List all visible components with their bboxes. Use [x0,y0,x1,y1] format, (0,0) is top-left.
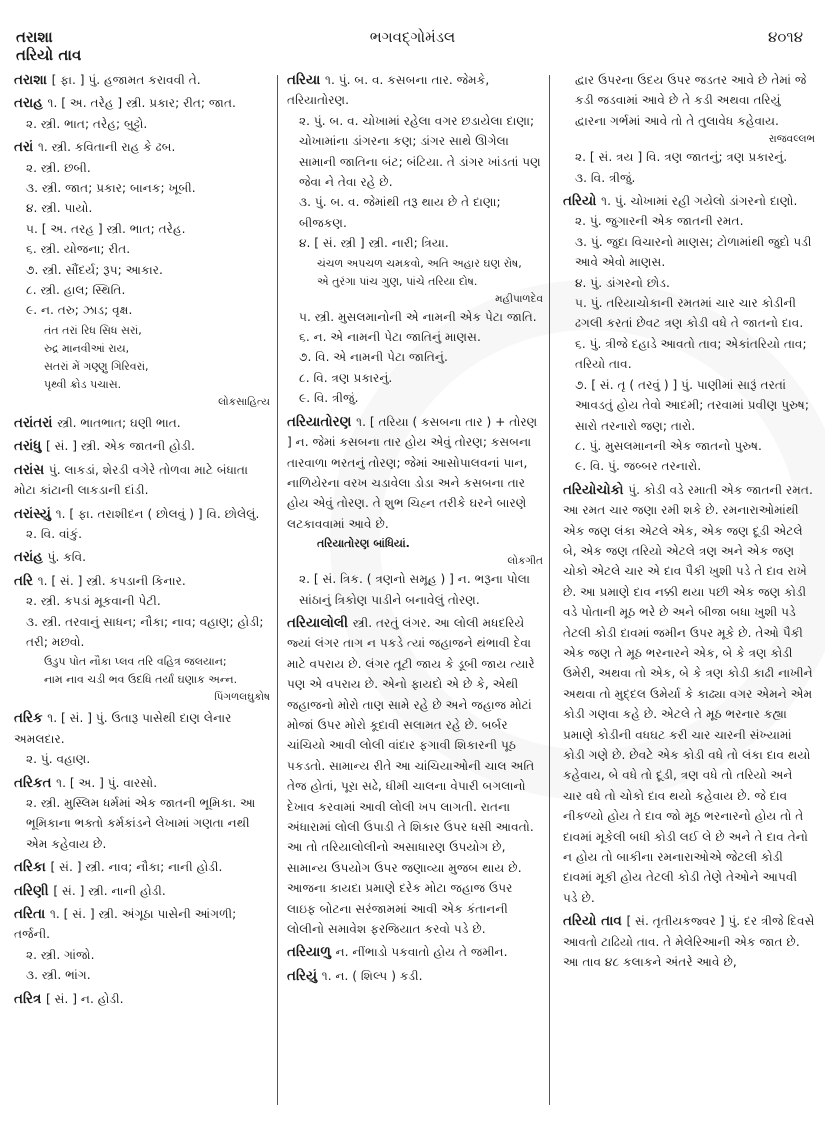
definition-line: તરિકત ૧. [ અ. ] પું. વારસો. [14,774,158,791]
definition-line: તરિયાલોલી સ્ત્રી. તરતું લંગર. આ લોલી મધદરિયે જ્યાં લંગર તાગ ન પકડે ત્યાં જહાજને થંભાવી દેવા માટે વપરાય છે. લંગર તૂટી જાય કે ડૂબી જાય ત્યારે પણ એ વપરાય છે. એનો ફાયદો એ છે કે, એથી જહાજનો મોરો તાણ સામે રહે છે અને જહાજ મોટાં મોજાં ઉપર મોરો કૂદાવી સલામત રહે છે. બર્બર ચાંચિયો આવી લોલી વાંદાર ફગાવી શિકારની પૂઠ પકડતો. સામાન્ય રીતે આ ચાંચિયાઓની ચાલ અતિ તેજ હોતાં, પૂરા સઢે, ધીમી ચાલના વેપારી બગલાનો દેખાવ કરવામાં આવી લોલી ખપ લાગતી. રાતના અંધારામાં લોલી ઉપાડી તે શિકાર ઉપર ધસી આવતો. આ તો તરિયાલોલીનો અસાધારણ ઉપયોગ છે, સામાન્ય ઉપયોગ ઉપર જણાવ્યા મુજબ થાય છે. આજના કાયદા પ્રમાણે દરેક મોટા જહાજ ઉપર લાઇફ બોટના સરંજામમાં આવી એક કંતાનની લોલીનો સમાવેશ ફરજિયાત કરવો પડે છે. [287,614,535,937]
dictionary-entry [14,708,270,769]
page-number: ૪૦૧૪ [768,28,803,46]
headword: તરિયાલોલી [287,614,353,631]
headword: તરિકા [14,859,51,876]
definition-line: ૮. સ્ત્રી. હાલ; સ્થિતિ. [26,283,126,298]
definition-line: ૨. સ્ત્રી. મુસ્લિમ ધર્મમાં એક જાતની ભૂમિકા. આ ભૂમિકાના ભક્તો કર્મકાંડને લેખામાં ગણતા નથી એમ કહેવાય છે. [26,795,256,851]
dictionary-entry [14,904,270,986]
definition-line: તરાં ૧. સ્ત્રી. કવિતાની રાહ કે ઢબ. [14,139,176,156]
column-divider [549,75,550,1105]
dictionary-entry [14,773,270,855]
headword: તરિયો [563,193,602,210]
dictionary-entry [14,857,270,877]
quotation-source: મહીપાળદેવ [495,292,543,305]
definition-line: તરિયોચોકો પું. કોડી વડે રમાતી એક જાતની રમત. આ રમત ચાર જણા રમી શકે છે. રમનારાઓમાંથી એક જણ લંકા એટલે એક, એક જણ દૂડી એટલે બે, એક જણ તરિયો એટલે ત્રણ અને એક જણ ચોકો એટલે ચાર એ દાવ પૈકી ખુશી પડે તે દાવ રાખે છે. આ પ્રમાણે દાવ નક્કી થયા પછી એક જણ કોડી વડે પોતાની મૂઠ ભરે છે અને બીજા બધા ખુશી પડે તેટલી કોડી દાવમાં જમીન ઉપર મૂકે છે. તેઓ પૈકી એક જણ તે મૂઠ ભરનારને એક, બે કે ત્રણ કોડી ઉમેરી, અથવા તો એક, બે કે ત્રણ કોડી કાઢી નાખીને અથવા તો મુદ્દલ ઉમેર્યા કે કાઢ્યા વગર એમને એમ કોડી ગણવા કહે છે. એટલે તે મૂઠ ભરનાર કહ્યા પ્રમાણે કોડીની વધઘટ કરી ચાર ચારની સંખ્યામાં કોડી ગણે છે. છેવટે એક કોડી વધે તો લંકા દાવ થયો કહેવાય, બે વધે તો દૂડી, ત્રણ વધે તો તરિયો અને ચાર વધે તો ચોકો દાવ થયો કહેવાય છે. જે દાવ નીકળ્યો હોય તે દાવ જો મૂઠ ભરનારનો હોય તો તે દાવમાં મૂકેલી બધી કોડી લઈ લે છે અને તે દાવ તેનો ન હોય તો બાકીના રમનારાઓએ જેટલી કોડી દાવમાં મૂકી હોય તેટલી કોડી તેણે તેઓને આપવી પડે છે. [563,481,813,905]
headword: તરિયો તાવ [563,913,627,930]
headword: તરિયાળુ [287,944,336,961]
definition-line: ૨. સ્ત્રી. ભાત; તરેહ; બુટ્ટો. [26,116,148,131]
definition-line: ૯. ન. તરુ; ઝાડ; વૃક્ષ. [26,303,133,318]
column-2 [287,70,543,989]
definition-line: તરાંસ્યું ૧. [ ફા. તરાશીદન ( છોલવું ) ] વિ. છોલેલું. [14,505,260,522]
definition-line: દ્વાર ઉપરના ઉદય ઉપર જડતર આવે છે તેમાં જે કડી જડવામાં આવે છે તે કડી અથવા તરિયું દ્વારના ગર્ભમાં આવે તો તે તુલાવેધ કહેવાય. [575,73,807,128]
page-header [0,28,825,68]
quotation-line: તંત તરાં રિધ સિધ સરાં, [44,323,142,337]
dictionary-entry [14,93,270,134]
quotation-source: લોકગીત [507,555,543,568]
definition-line: ૫. [ અ. તરહ ] સ્ત્રી. ભાત; તરેહ. [26,221,186,236]
definition-line: ૬. ન. એ નામની પેટા જાતિનું માણસ. [299,330,481,345]
dictionary-entry [14,547,270,567]
definition-line: તરાહ ૧. [ અ. તરેહ ] સ્ત્રી. પ્રકાર; રીત; જાત. [14,95,236,112]
dictionary-entry [287,613,543,940]
definition-line: ૨. વિ. વાંકું. [26,526,83,541]
definition-line: ૪. [ સં. સ્ત્રી ] સ્ત્રી. નારી; ત્રિયા. [299,236,449,251]
dictionary-entry [14,436,270,456]
definition-line: તરિત્ર [ સં. ] ન. હોડી. [14,990,124,1007]
dictionary-entry [14,460,270,501]
column-3 [563,70,815,975]
headword: તરાંતરાં [14,414,58,431]
definition-line: ૨. [ સં. ત્રિક. ( ત્રણનો સમૂહ ) ] ન. ભરૂના પોલા સાંઠાનું ત્રિકોણ પાડીને બનાવેલું તોરણ. [299,572,530,607]
dictionary-title: ભગવદ્ગોમંડલ [369,28,456,46]
dictionary-entry [563,70,815,188]
definition-line: ૩. સ્ત્રી. જાત; પ્રકાર; બાનક; ખૂબી. [26,181,196,196]
headword: તરાંસ્યું [14,505,56,522]
definition-line: ૨. પું. જુગારની એક જાતની રમત. [575,214,744,229]
definition-line: તરિયાળુ ન. નીંભાડો પકવાતો હોય તે જમીન. [287,944,508,961]
headword: તરિકત [14,774,57,791]
definition-line: ૯. વિ. ત્રીજું. [299,391,359,406]
definition-line: ૩. વિ. ત્રીજું. [575,170,636,185]
headword: તરાંધુ [14,438,47,455]
dictionary-entry [14,571,270,706]
headword: તરાશા [14,72,52,88]
definition-line: ૫. સ્ત્રી. મુસલમાનોની એ નામની એક પેટા જાતિ. [299,309,537,324]
dictionary-entry [14,413,270,433]
definition-line: ૩. સ્ત્રી. તરવાનું સાધન; નૌકા; નાવ; વહાણ; હોડી; તરી; મછવો. [26,614,264,649]
definition-line: ૩. સ્ત્રી. ભાંગ. [26,968,91,983]
definition-line: ૭. [ સં. તૃ ( તરવું ) ] પું. પાણીમાં સારૂં તરતાં આવડતું હોય તેવો આદમી; તરવામાં પ્રવીણ પુરુષ; સારો તરનારો જણ; તારો. [575,377,809,433]
dictionary-entry [563,480,815,909]
headword: તરાહ [14,95,48,112]
dictionary-entry [14,137,270,410]
column-divider [277,75,278,1105]
definition-line: ૨. સ્ત્રી. છબી. [26,160,91,175]
definition-line: ૩. પું. જુદા વિચારનો માણસ; ટોળામાંથી જુદો પડી આવે એવો માણસ. [575,234,812,270]
headword: તરિયું [287,967,322,984]
headword: તરિયાતોરણ [287,413,357,430]
headword: તરિ [14,572,38,589]
definition-line: તરિયાતોરણ ૧. [ તરિયા ( કસબના તાર ) + તોરણ ] ન. જેમાં કસબના તાર હોય એવું તોરણ; કસબના તારવાળા ભરતનું તોરણ; જેમાં આસોપાલવનાં પાન, નાળિયેરના વરખ ચડાવેલા ડોડા અને કસબના તાર હોય એવું તોરણ. તે શુભ ચિહ્ન તરીકે ઘરને બારણે લટકાવવામાં આવે છે. [287,413,538,531]
definition-line: તરાંસ પું. લાકડાં, શેરડી વગેરે તોળવા માટે બંધાતા મોટા કાંટાની લાકડાની દાંડી. [14,461,248,498]
headword: તરિતા [14,906,50,922]
definition-line: તરાશા [ ફા. ] પું. હજામત કરાવવી તે. [14,72,201,88]
definition-line: ૨. સ્ત્રી. ગાંજો. [26,947,95,962]
definition-line: તરાંધુ [ સં. ] સ્ત્રી. એક જાતની હોડી. [14,438,195,455]
definition-line: ૨. [ સં. ત્રય ] વિ. ત્રણ જાતનું; ત્રણ પ્રકારનું. [575,150,788,165]
quotation-line: તરિયાતોરણ બાંધિયાં. [317,537,410,551]
definition-line: તરિયો તાવ [ સં. તૃતીયકજ્વર ] પું. દર ત્રીજે દિવસે આવતો ટાઢિયો તાવ. તે મેલેરિઆની એક જાત છે. આ તાવ ૪૮ કલાકને અંતરે આવે છે, [563,913,815,970]
definition-line: તરિયો ૧. પું. ચોખામાં રહી ગયેલો ડાંગરનો દાણો. [563,193,798,210]
definition-line: તરિકા [ સં. ] સ્ત્રી. નાવ; નૌકા; નાની હોડી. [14,859,223,876]
quotation-source: લોકસાહિત્ય [218,395,270,408]
definition-line: તરિણી [ સં. ] સ્ત્રી. નાની હોડી. [14,882,166,899]
definition-line: ૭. સ્ત્રી. સૌંદર્ય; રૂપ; આકાર. [26,262,163,277]
definition-line: ૭. વિ. એ નામની પેટા જાતિનું. [299,350,448,365]
guide-word-last: તરિયો તાવ [16,46,82,64]
definition-line: ૪. સ્ત્રી. પાયો. [26,201,93,216]
headword: તરિત્ર [14,990,46,1007]
dictionary-entry [14,881,270,901]
quotation-line: નામ નાવ ચડી ભવ ઉદધિ તર્યાં ઘણાક અન્ન. [44,673,238,687]
definition-line: ૬. પું. ત્રીજે દહાડે આવતો તાવ; એકાંતરિયો તાવ; તરિયો તાવ. [575,336,807,372]
quotation-source: પિંગળલઘુકોષ [214,691,270,704]
definition-line: ૮. વિ. ત્રણ પ્રકારનું. [299,370,393,385]
quotation-source: રાજવલ્લભ [768,133,815,146]
guide-word-first: તરાશા [16,28,53,46]
definition-line: તરિયા ૧. પું. બ. વ. કસબના તાર. જેમકે, તરિયાતોરણ. [287,72,490,108]
definition-line: ૨. પું. વહાણ. [26,752,91,767]
definition-line: તરાંહ પું. કવિ. [14,549,87,566]
quotation-line: એ તુરંગા પાંચ ગુણ, પાંચે તરિયા દોષ. [317,274,478,288]
dictionary-entry [14,989,270,1009]
definition-line: તરાંતરાં સ્ત્રી. ભાતભાત; ઘણી ભાત. [14,414,181,431]
dictionary-entry [287,966,543,986]
definition-line: ૪. પું. ડાંગરનો છોડ. [575,275,670,290]
headword: તરાં [14,139,38,156]
dictionary-entry [563,191,815,477]
headword: તરિયોચોકો [563,481,629,498]
definition-line: ૨. સ્ત્રી. કપડાં મૂકવાની પેટી. [26,594,161,609]
dictionary-entry [287,70,543,409]
dictionary-entry [287,942,543,962]
headword: તરિયા [287,72,326,88]
definition-line: ૯. વિ. પું. જબ્બર તરનારો. [575,459,702,474]
definition-line: ૮. પું. મુસલમાનની એક જાતનો પુરુષ. [575,438,762,453]
definition-line: તરિક ૧. [ સં. ] પું. ઉતારૂ પાસેથી દાણ લેનાર અમલદાર. [14,710,232,746]
definition-line: ૫. પું. તરિયાચોકાની રમતમાં ચાર ચાર કોડીની ઢગલી કરતાં છેવટ ત્રણ કોડી વધે તે જાતનો દાવ. [575,296,804,331]
dictionary-entry [563,911,815,972]
column-1 [14,70,270,1012]
quotation-line: રુદ્ર માનવીઆં રાય, [44,341,130,355]
quotation-line: ઉડુપ પોત નૌકા પ્લવ તરિ વહિત્ર જલયાન; [44,655,227,669]
dictionary-entry [14,504,270,545]
headword: તરિક [14,710,48,727]
headword: તરાંસ [14,461,49,478]
definition-line: ૨. પું. બ. વ. ચોખામાં રહેલા વગર છડાયેલા દાણા; ચોખામાંના ડાંગરના કણ; ડાંગર સાથે ઊગેલા સામાની જાતિના બંટ; બંટિયા. તે ડાંગર ખાંડતાં પણ જેવા ને તેવા રહે છે. [299,113,541,190]
headword: તરિણી [14,882,54,899]
quotation-line: ચંચળ અપચળ ચમકવો, અતિ અહાર ઘણ રોષ, [317,256,522,270]
definition-line: ૬. સ્ત્રી. યોજના; રીત. [26,242,131,257]
dictionary-entry [14,70,270,90]
dictionary-entry [287,412,543,610]
headword: તરાંહ [14,549,48,566]
quotation-line: પૃથ્વી ક્રોડ પચાસ. [44,377,122,391]
definition-line: ૩. પું. બ. વ. જેમાંથી તરૂ થાય છે તે દાણા; બીજકણ. [299,195,501,230]
quotation-line: સતરાં મેં ગણ્ણુ ગિરિવરાં, [44,359,149,373]
definition-line: તરિતા ૧. [ સં. ] સ્ત્રી. અંગૂઠા પાસેની આંગળી; તર્જની. [14,906,237,942]
definition-line: તરિયું ૧. ન. ( શિલ્પ ) કડી. [287,967,423,984]
definition-line: તરિ ૧. [ સં. ] સ્ત્રી. કપડાની કિનાર. [14,572,186,589]
